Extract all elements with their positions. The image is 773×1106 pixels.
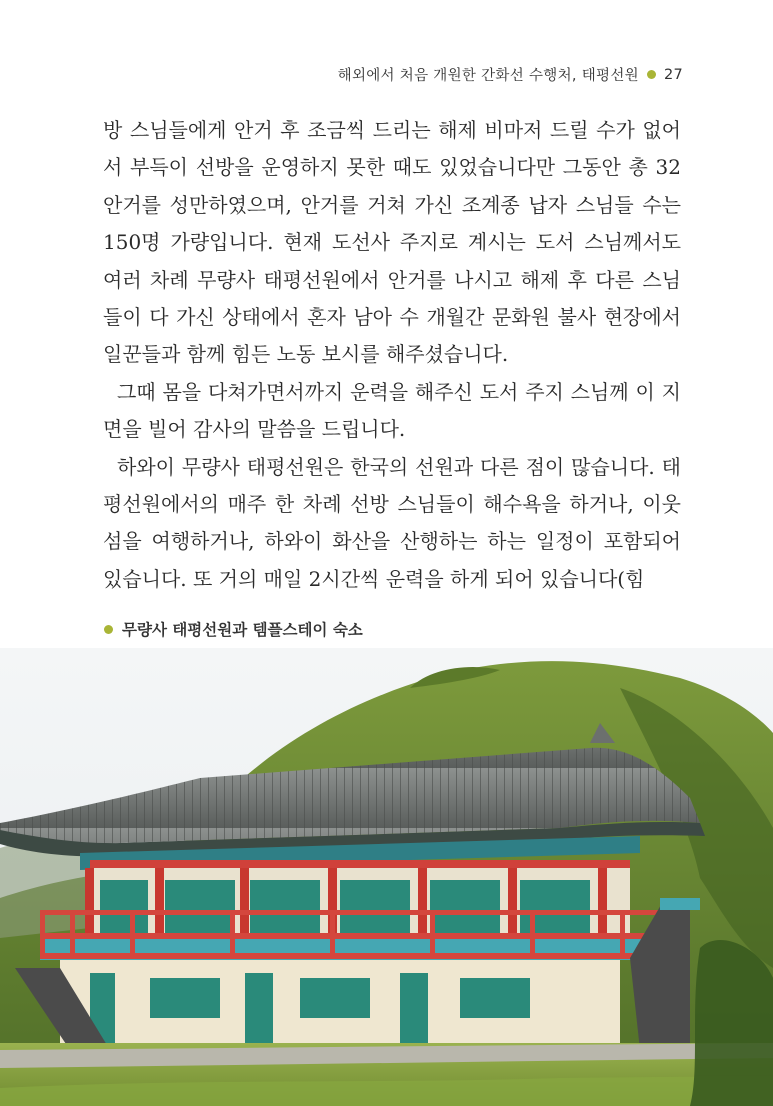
page-number: 27: [663, 66, 683, 83]
running-header: [338, 64, 683, 85]
bullet-dot-icon: [647, 70, 656, 79]
body-text: [103, 112, 681, 598]
running-header-title: 해외에서 처음 개원한 간화선 수행처, 태평선원: [337, 68, 639, 84]
figure-caption-text: 무량사 태평선원과 템플스테이 숙소: [122, 621, 363, 639]
paragraph: 방 스님들에게 안거 후 조금씩 드리는 해제 비마저 드릴 수가 없어서 부득이 선방을 운영하지 못한 때도 있었습니다만 그동안 총 32안거를 성만하였으며, 안거를 거쳐 가신 조계종 납자 스님들 수는 150명 가량입니다. 현재 도선사 주지로 계시는 도서 스님께서도 여러 차례 무량사 태평선원에서 안거를 나시고 해제 후 다른 스님들이 다 가신 상태에서 혼자 남아 수 개월간 문화원 불사 현장에서 일꾼들과 함께 힘든 노동 보시를 해주셨습니다.: [103, 118, 681, 367]
bullet-dot-icon: [104, 625, 113, 634]
paragraph: 하와이 무량사 태평선원은 한국의 선원과 다른 점이 많습니다. 태평선원에서의 매주 한 차례 선방 스님들이 해수욕을 하거나, 이웃섬을 여행하거나, 하와이 화산을 산행하는 하는 일정이 포함되어 있습니다. 또 거의 매일 2시간씩 운력을 하게 되어 있습니다(힘: [103, 454, 681, 591]
paragraph: 그때 몸을 다쳐가면서까지 운력을 해주신 도서 주지 스님께 이 지면을 빌어 감사의 말씀을 드립니다.: [103, 379, 681, 442]
temple-photo: [0, 648, 773, 1106]
figure-caption: [104, 618, 363, 640]
